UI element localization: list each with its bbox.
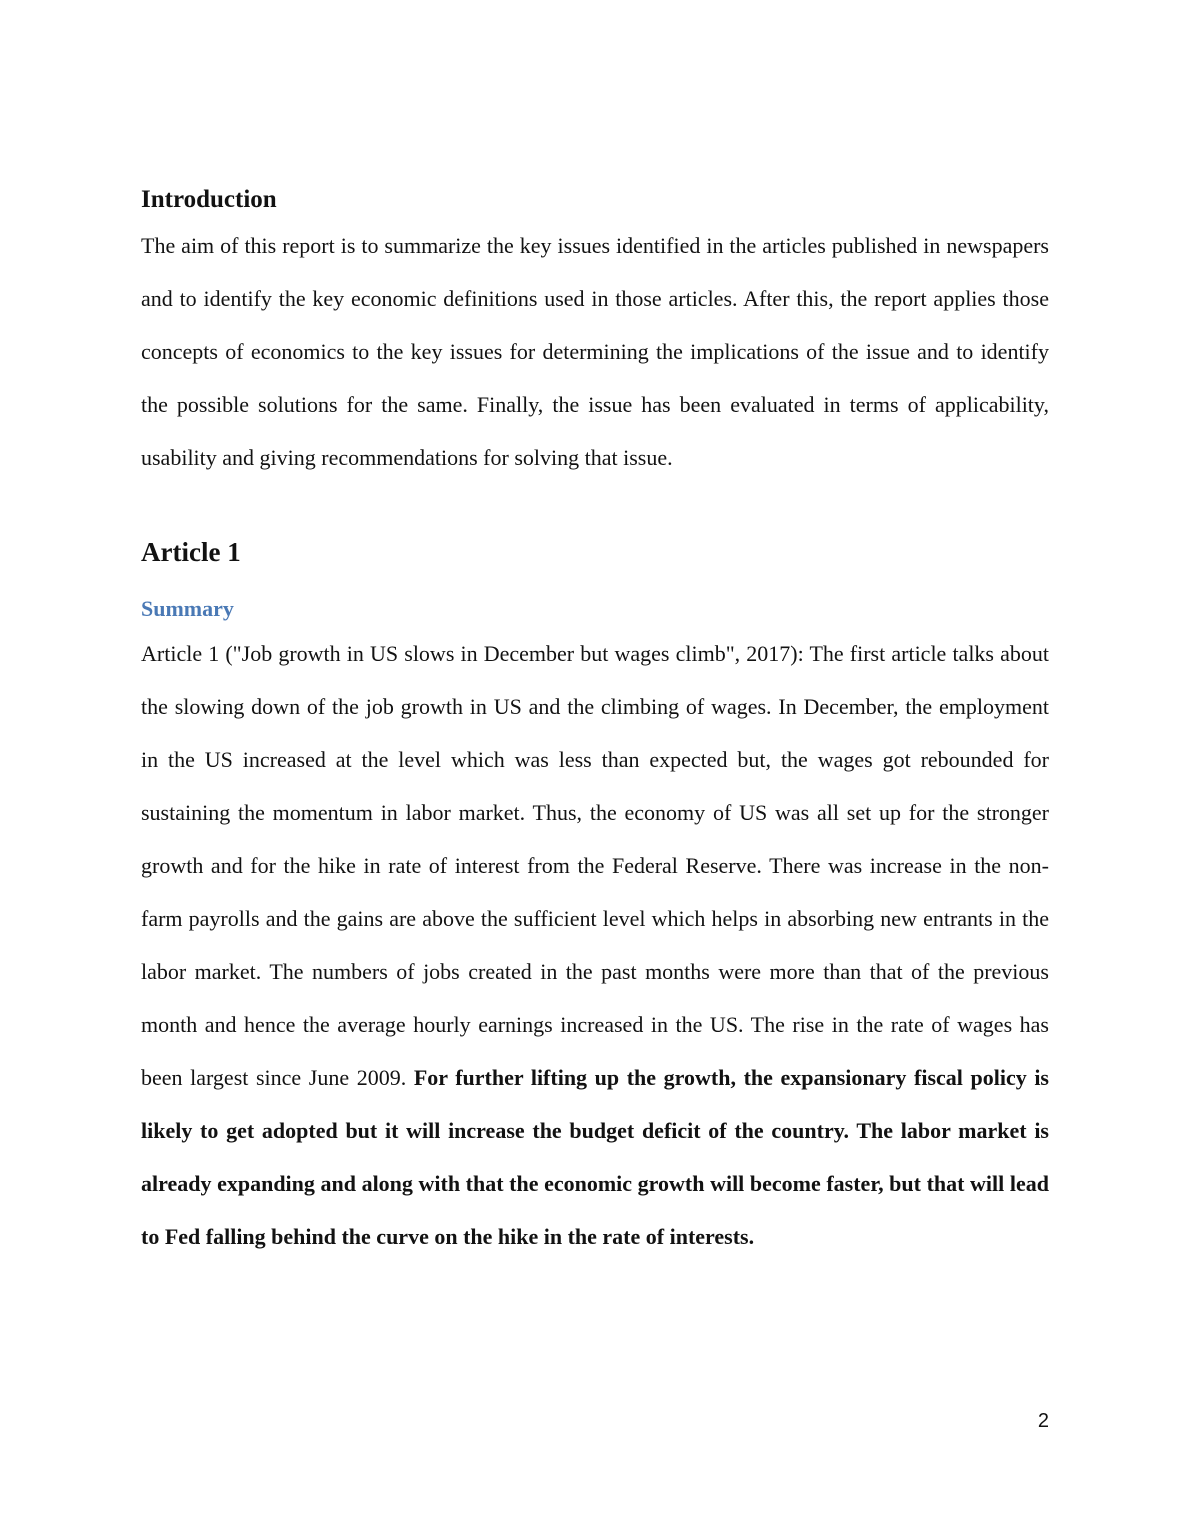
- article-1-summary-subheading: Summary: [141, 596, 234, 622]
- summary-text-bold: For further lifting up the growth, the expansionary fiscal policy is likely to get adopted but it will increase the budget deficit of the country. The labor market is already expanding and along with that the economic growth will become faster, but that will lead to Fed falling behind the curve on the hike in the rate of interests.: [141, 1064, 1049, 1249]
- article-1-heading: Article 1: [141, 536, 241, 567]
- summary-text-normal: Article 1 ("Job growth in US slows in December but wages climb", 2017): The first article talks about the slowing down of the job growth in US and the climbing of wages. In December, the employment in the US increased at the level which was less than expected but, the wages got rebounded for sustaining the momentum in labor market. Thus, the economy of US was all set up for the stronger growth and for the hike in rate of interest from the Federal Reserve. There was increase in the non-farm payrolls and the gains are above the sufficient level which helps in absorbing new entrants in the labor market. The numbers of jobs created in the past months were more than that of the previous month and hence the average hourly earnings increased in the US. The rise in the rate of wages has been largest since June 2009.: [141, 640, 1049, 1090]
- section-article-1: [141, 536, 1049, 1263]
- article-1-summary-paragraph: [141, 627, 1049, 1263]
- introduction-heading: Introduction: [141, 186, 277, 213]
- introduction-paragraph: The aim of this report is to summarize the key issues identified in the articles published in newspapers and to identify the key economic definitions used in those articles. After this, the report applies those concepts of economics to the key issues for determining the implications of the issue and to identify the possible solutions for the same. Finally, the issue has been evaluated in terms of applicability, usability and giving recommendations for solving that issue.: [141, 232, 1049, 470]
- page-number: 2: [1037, 1410, 1049, 1432]
- section-introduction: [141, 186, 1049, 484]
